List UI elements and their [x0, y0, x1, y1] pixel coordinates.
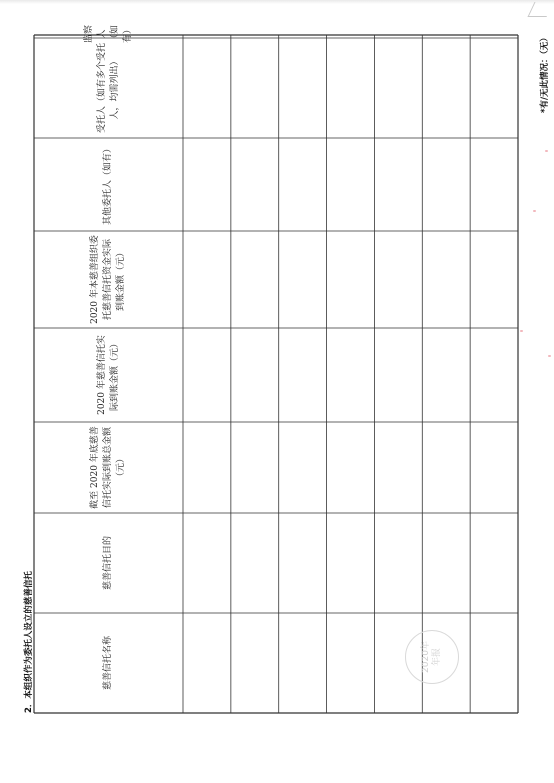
table-row	[231, 35, 279, 713]
table-header-cell: 慈善信托目的	[103, 536, 113, 591]
table-header-cell: 受托人（如有多个受托人，均需列出）	[96, 43, 120, 134]
table-header-cell: 慈善信托名称	[103, 636, 113, 691]
table-header-cell: 截至 2020 年底慈善信托实际到账总金额（元）	[90, 426, 126, 509]
scan-speck	[520, 330, 523, 332]
table-row	[183, 35, 231, 713]
table-row	[422, 35, 470, 713]
annual-report-stamp	[405, 630, 459, 684]
table-header-cell: 监察人（如有）	[83, 24, 133, 43]
table-header-cell: 其他委托人（如有）	[103, 144, 113, 226]
stamp-label: 年报	[432, 648, 442, 667]
table-row	[470, 35, 518, 713]
stamp-year: 2020年	[421, 641, 431, 673]
table-header-cell: 2020 年慈善信托实际到账金额（元）	[96, 335, 120, 415]
table-row	[279, 35, 327, 713]
scan-speck	[545, 150, 548, 152]
table-row	[327, 35, 375, 713]
availability-note: *有/无此情况：（无）	[540, 33, 550, 113]
section-heading: 2．本组织作为委托人设立的慈善信托	[24, 571, 34, 713]
scan-speck	[533, 210, 536, 212]
table-row	[374, 35, 422, 713]
scan-speck	[548, 355, 551, 357]
table-header-cell: 2020 年本慈善组织委托慈善信托资金实际到账金额（元）	[90, 235, 126, 324]
